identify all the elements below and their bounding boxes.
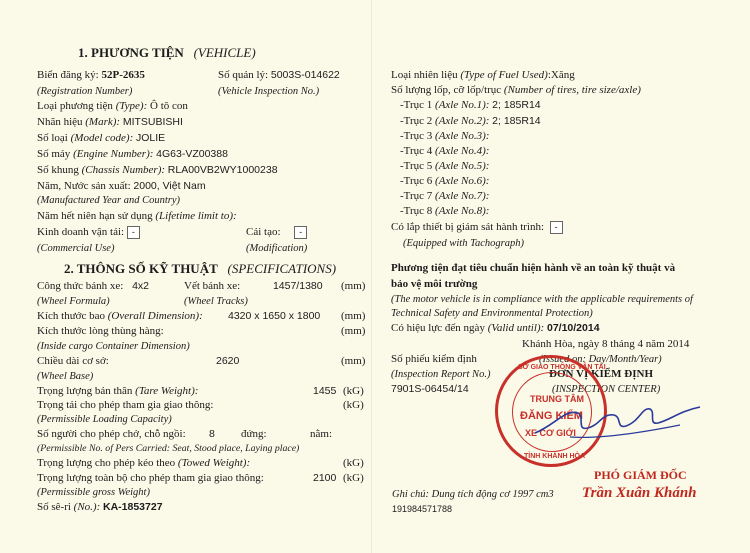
tachograph-checkbox: - [550, 221, 563, 234]
year-value: 2000, Việt Nam [133, 180, 206, 192]
wheel-formula-value: 4x2 [132, 280, 149, 292]
wheelbase-label: Chiều dài cơ sở: [37, 355, 109, 367]
mgmt-row: Số quản lý: 5003S-014622 [218, 69, 340, 81]
issue-place-date: Khánh Hòa, ngày 8 tháng 4 năm 2014 [522, 338, 690, 350]
load-label-en: (Permissible Loading Capacity) [37, 414, 172, 425]
engine-value: 4G63-VZ00388 [156, 148, 228, 160]
compliance-line-2: bảo vệ môi trường [391, 278, 478, 290]
stamp-line-2: ĐĂNG KIỂM [520, 410, 583, 422]
compliance-en-1: (The motor vehicle is in compliance with the applicable requirements of [391, 294, 693, 305]
axle-row-1: -Trục 1 (Axle No.1): 2; 185R14 [400, 99, 541, 111]
year-label-en: (Manufactured Year and Country) [37, 195, 181, 206]
gross-unit: (kG) [343, 472, 364, 484]
standing-label: đứng: [241, 428, 267, 440]
chassis-row: Số khung (Chassis Number): RLA00VB2WY1000238 [37, 164, 278, 176]
modification-row: Cải tạo: - [246, 226, 307, 239]
cargo-dim-label-en: (Inside cargo Container Dimension) [37, 341, 190, 352]
inspection-unit-label-en: (INSPECTION CENTER) [552, 384, 661, 395]
wheelbase-value: 2620 [216, 355, 240, 367]
persons-label-en: (Permissible No. of Pers Carried: Seat, Stood place, Laying place) [37, 443, 300, 454]
gross-label: Trọng lượng toàn bộ cho phép tham gia giao thông: [37, 472, 264, 484]
signatory-name: Trần Xuân Khánh [582, 485, 697, 501]
stamp-line-3: XE CƠ GIỚI [525, 428, 576, 438]
towed-row: Trọng lượng cho phép kéo theo (Towed Weight): [37, 457, 251, 469]
tare-value: 1455 [313, 385, 337, 397]
modification-label-en: (Modification) [246, 243, 308, 254]
registration-label-en: (Registration Number) [37, 86, 133, 97]
lifetime-row: Năm hết niên hạn sử dụng (Lifetime limit to): [37, 210, 237, 222]
axle-row-8: -Trục 8 (Axle No.8): [400, 205, 490, 217]
valid-row: Có hiệu lực đến ngày (Valid until): 07/10/2014 [391, 322, 600, 334]
report-label: Số phiếu kiểm định [391, 353, 477, 365]
mgmt-label-en: (Vehicle Inspection No.) [218, 86, 320, 97]
registration-row: Biển đăng ký: 52P-2635 [37, 69, 145, 81]
type-value: Ô tô con [150, 100, 188, 112]
type-row: Loại phương tiện (Type): Ô tô con [37, 100, 188, 112]
issue-date-label-en: (Issued on: Day/Month/Year) [539, 354, 662, 365]
wheel-formula-row: Công thức bánh xe: 4x2 [37, 280, 149, 292]
serial-value: KA-1853727 [103, 501, 163, 513]
wheel-track-unit: (mm) [341, 280, 366, 292]
section-1-title: 1. PHƯƠNG TIỆN (VEHICLE) [78, 45, 256, 60]
compliance-en-2: Technical Safety and Environmental Protection) [391, 308, 593, 319]
tachograph-row: Có lắp thiết bị giám sát hành trình: - [391, 221, 563, 234]
axle-row-6: -Trục 6 (Axle No.6): [400, 175, 490, 187]
tare-row: Trọng lượng bản thân (Tare Weight): [37, 385, 199, 397]
towed-unit: (kG) [343, 457, 364, 469]
mgmt-value: 5003S-014622 [270, 69, 340, 81]
right-page [372, 0, 750, 553]
load-label: Trọng tải cho phép tham gia giao thông: [37, 399, 214, 411]
axle-row-7: -Trục 7 (Axle No.7): [400, 190, 490, 202]
gross-label-en: (Permissible gross Weight) [37, 487, 150, 498]
commercial-row: Kinh doanh vận tải: - [37, 226, 140, 239]
tare-unit: (kG) [343, 385, 364, 397]
persons-label: Số người cho phép chở, chỗ ngồi: [37, 428, 186, 440]
commercial-label-en: (Commercial Use) [37, 243, 115, 254]
note-text: Ghi chú: Dung tích động cơ 1997 cm3 [392, 489, 554, 500]
tires-row: Số lượng lốp, cỡ lốp/trục (Number of tires, tire size/axle) [391, 84, 641, 96]
left-page [0, 0, 372, 553]
stamp-top-text: SỞ GIAO THÔNG VẬN TẢI [518, 364, 606, 371]
axle-row-5: -Trục 5 (Axle No.5): [400, 160, 490, 172]
axle-row-4: -Trục 4 (Axle No.4): [400, 145, 490, 157]
wheel-track-label-en: (Wheel Tracks) [184, 296, 248, 307]
section-2-title-en: (SPECIFICATIONS) [227, 261, 337, 276]
inspection-unit-label: ĐƠN VỊ KIỂM ĐỊNH [549, 368, 654, 380]
serial-row: Số sê-ri (No.): KA-1853727 [37, 501, 163, 513]
wheel-track-value: 1457/1380 [272, 280, 323, 292]
axle-row-3: -Trục 3 (Axle No.3): [400, 130, 490, 142]
registration-value: 52P-2635 [101, 69, 145, 81]
compliance-line-1: Phương tiện đạt tiêu chuẩn hiện hành về an toàn kỹ thuật và [391, 262, 676, 274]
section-1-title-en: (VEHICLE) [193, 45, 256, 60]
cargo-dim-unit: (mm) [341, 325, 366, 337]
section-2-title: 2. THÔNG SỐ KỸ THUẬT (SPECIFICATIONS) [64, 261, 337, 276]
wheelbase-unit: (mm) [341, 355, 366, 367]
signatory-title: PHÓ GIÁM ĐỐC [594, 468, 687, 482]
fuel-row: Loại nhiên liệu (Type of Fuel Used):Xăng [391, 69, 575, 81]
commercial-checkbox: - [127, 226, 140, 239]
cargo-dim-label: Kích thước lòng thùng hàng: [37, 325, 164, 337]
load-unit: (kG) [343, 399, 364, 411]
tachograph-label-en: (Equipped with Tachograph) [403, 238, 524, 249]
report-value: 7901S-06454/14 [391, 383, 469, 395]
year-row: Năm, Nước sản xuất: 2000, Việt Nam [37, 180, 206, 192]
stamp-bottom-text: TỈNH KHÁNH HÒA [524, 453, 586, 460]
signature [530, 395, 705, 450]
axle-row-2: -Trục 2 (Axle No.2): 2; 185R14 [400, 115, 541, 127]
lying-label: nằm: [310, 428, 332, 440]
wheel-formula-label-en: (Wheel Formula) [37, 296, 110, 307]
note-number: 191984571788 [392, 504, 453, 514]
modification-checkbox: - [294, 226, 307, 239]
report-label-en: (Inspection Report No.) [391, 369, 491, 380]
mark-value: MITSUBISHI [122, 116, 183, 128]
mark-row: Nhãn hiệu (Mark): MITSUBISHI [37, 116, 183, 128]
wheel-track-row: Vết bánh xe: 1457/1380 [184, 280, 323, 292]
persons-value: 8 [209, 428, 215, 440]
stamp-line-1: TRUNG TÂM [530, 394, 584, 404]
overall-dim-value: 4320 x 1650 x 1800 [228, 310, 321, 322]
overall-dim-unit: (mm) [341, 310, 366, 322]
model-row: Số loại (Model code): JOLIE [37, 132, 166, 144]
valid-value: 07/10/2014 [546, 322, 600, 334]
wheelbase-label-en: (Wheel Base) [37, 371, 94, 382]
chassis-value: RLA00VB2WY1000238 [167, 164, 278, 176]
gross-value: 2100 [313, 472, 337, 484]
fuel-value: :Xăng [547, 69, 575, 81]
engine-row: Số máy (Engine Number): 4G63-VZ00388 [37, 148, 228, 160]
overall-dim-row: Kích thước bao (Overall Dimension): [37, 310, 203, 322]
model-value: JOLIE [135, 132, 166, 144]
